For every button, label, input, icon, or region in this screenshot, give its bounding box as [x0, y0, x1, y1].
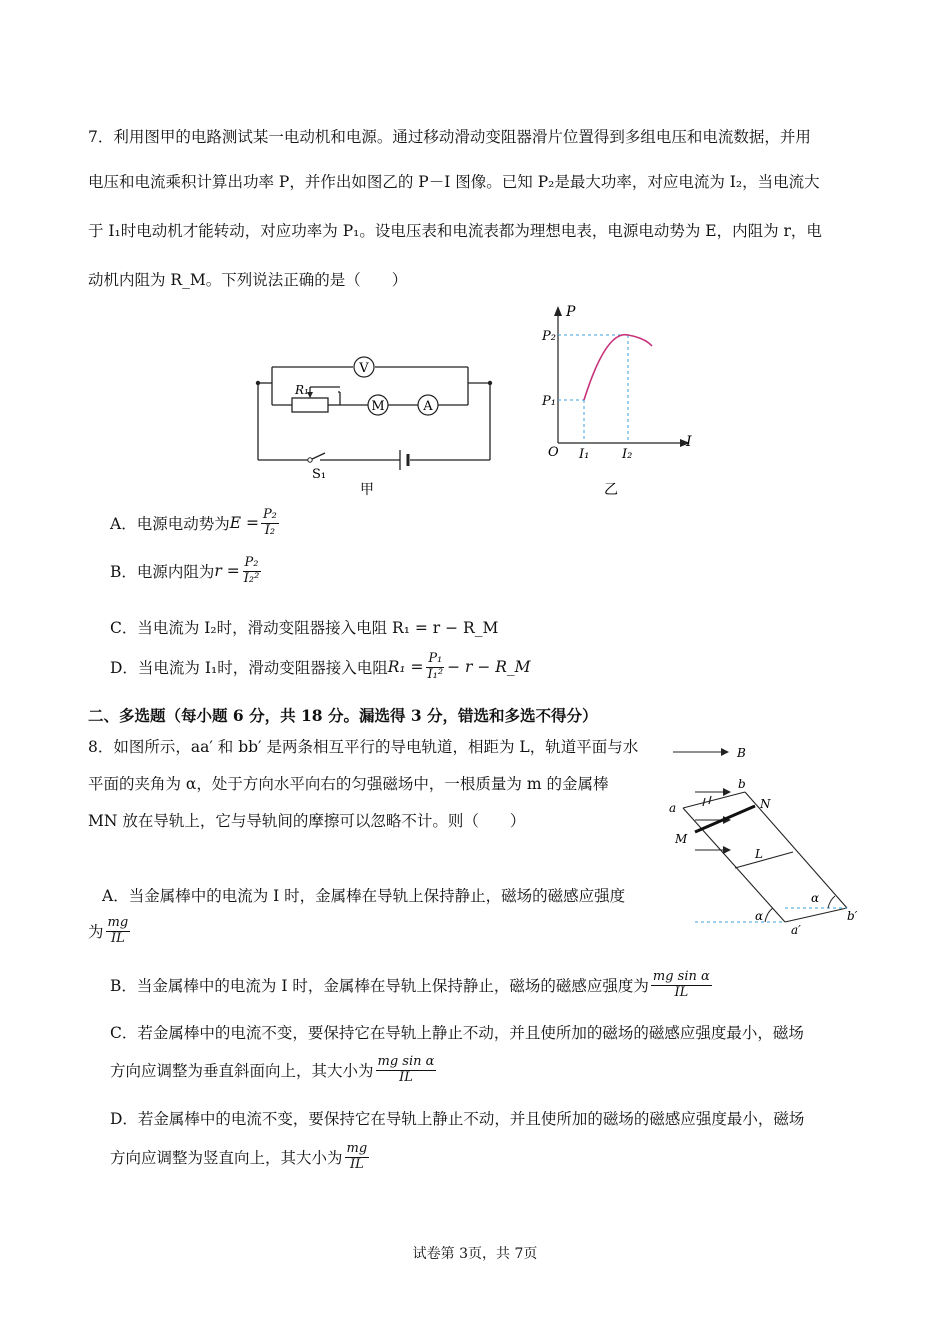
- page-footer: 试卷第 3页，共 7页: [412, 1246, 538, 1262]
- i1-label: I₁: [579, 447, 590, 462]
- i2-label: I₂: [622, 447, 633, 462]
- m-label: M: [675, 832, 688, 846]
- a-prime-label: a′: [791, 923, 801, 937]
- b-prime-label: b′: [847, 909, 858, 923]
- q8-option-d-line2[interactable]: 方向应调整为竖直向上，其大小为 $\frac{mg}{IL}$: [110, 1141, 368, 1172]
- ammeter-label: A: [423, 399, 433, 414]
- metal-rod: [695, 806, 755, 832]
- graph-caption: 乙: [604, 482, 618, 498]
- circuit-diagram: [250, 350, 500, 500]
- q7-line-3: 于 I₁时电动机才能转动，对应功率为 P₁。设电压表和电流表都为理想电表，电源电动势为 E，内阻为 r，电: [88, 222, 822, 240]
- q8-option-d-line1[interactable]: D．若金属棒中的电流不变，要保持它在导轨上静止不动，并且使所加的磁场的磁感应强度最小，磁场: [110, 1110, 805, 1128]
- voltmeter-label: V: [359, 361, 369, 376]
- r1-label: R₁: [295, 383, 309, 397]
- q8-option-a-line1[interactable]: A．当金属棒中的电流为 I 时，金属棒在导轨上保持静止，磁场的磁感应强度: [102, 887, 626, 905]
- q7-option-b[interactable]: B．电源内阻为 r = $\frac{\text{P₂}}{\text{I₂²}}$: [110, 555, 260, 586]
- q8-option-c-line2[interactable]: 方向应调整为垂直斜面向上，其大小为 $\frac{\text{mg sin α}}{IL}$: [110, 1054, 435, 1085]
- q7-option-c[interactable]: C．当电流为 I₂时，滑动变阻器接入电阻 R₁ = r − R_M: [110, 619, 499, 637]
- q8-option-a-line2[interactable]: 为 $\frac{mg}{IL}$: [88, 915, 129, 946]
- origin-label: O: [548, 445, 559, 460]
- power-curve: [584, 335, 652, 400]
- switch-label: S₁: [312, 467, 327, 482]
- q8-line-2: 平面的夹角为 α，处于方向水平向右的匀强磁场中，一根质量为 m 的金属棒: [88, 775, 609, 793]
- b-field-label: B: [737, 746, 746, 760]
- p1-label: P₁: [542, 394, 556, 409]
- q7-line-2: 电压和电流乘积计算出功率 P，并作出如图乙的 P－I 图像。已知 P₂是最大功率，对应电流为 I₂，当电流大: [88, 173, 820, 191]
- fraction: $\frac{mg}{IL}$: [107, 915, 129, 946]
- q7-line-4: 动机内阻为 R_M。下列说法正确的是（ ）: [88, 271, 408, 289]
- b-rail-label: b: [738, 777, 746, 791]
- n-label: N: [760, 797, 771, 811]
- q8-option-c-line1[interactable]: C．若金属棒中的电流不变，要保持它在导轨上静止不动，并且使所加的磁场的磁感应强度最小，磁场: [110, 1024, 804, 1042]
- p2-label: P₂: [542, 329, 556, 344]
- y-axis-label: P: [566, 304, 576, 320]
- a-rail-label: a: [669, 801, 677, 815]
- fraction: $\frac{\text{mg sin α}}{IL}$: [377, 1054, 435, 1085]
- fraction: $\frac{\text{P₂}}{\text{I₂²}}$: [243, 555, 260, 586]
- motor-label: M: [371, 399, 385, 414]
- p-i-graph: [540, 300, 700, 500]
- fraction: $\frac{mg}{IL}$: [346, 1141, 368, 1172]
- q7-option-a[interactable]: A．电源电动势为 E = $\frac{\text{P₂}}{\text{I₂}}$: [110, 507, 277, 538]
- q7-option-d[interactable]: D．当电流为 I₁时，滑动变阻器接入电阻 R₁ = $\frac{\text{P₁}}{\text{I₁²}}$ − r − R_M: [110, 651, 531, 682]
- q7-line-1: 7．利用图甲的电路测试某一电动机和电源。通过移动滑动变阻器滑片位置得到多组电压和电流数据，并用: [88, 128, 811, 146]
- q8-line-1: 8．如图所示，aa′ 和 bb′ 是两条相互平行的导电轨道，相距为 L，轨道平面与水: [88, 738, 639, 756]
- rail-figure: [665, 740, 875, 940]
- q8-option-b[interactable]: B．当金属棒中的电流为 I 时，金属棒在导轨上保持静止，磁场的磁感应强度为 $\frac{\text{mg sin α}}{IL}$: [110, 969, 710, 1000]
- fraction: $\frac{\text{P₁}}{\text{I₁²}}$: [427, 651, 444, 682]
- l-label: L: [755, 847, 763, 861]
- alpha-label-2: α: [811, 891, 820, 905]
- fraction: $\frac{\text{mg sin α}}{IL}$: [652, 969, 710, 1000]
- alpha-label-1: α: [755, 909, 764, 923]
- circuit-caption: 甲: [360, 482, 374, 498]
- x-axis-label: I: [686, 434, 692, 450]
- section-heading: 二、多选题（每小题 6 分，共 18 分。漏选得 3 分，错选和多选不得分）: [88, 706, 598, 725]
- q8-line-3: MN 放在导轨上，它与导轨间的摩擦可以忽略不计。则（ ）: [88, 812, 526, 830]
- fraction: $\frac{\text{P₂}}{\text{I₂}}$: [262, 507, 277, 538]
